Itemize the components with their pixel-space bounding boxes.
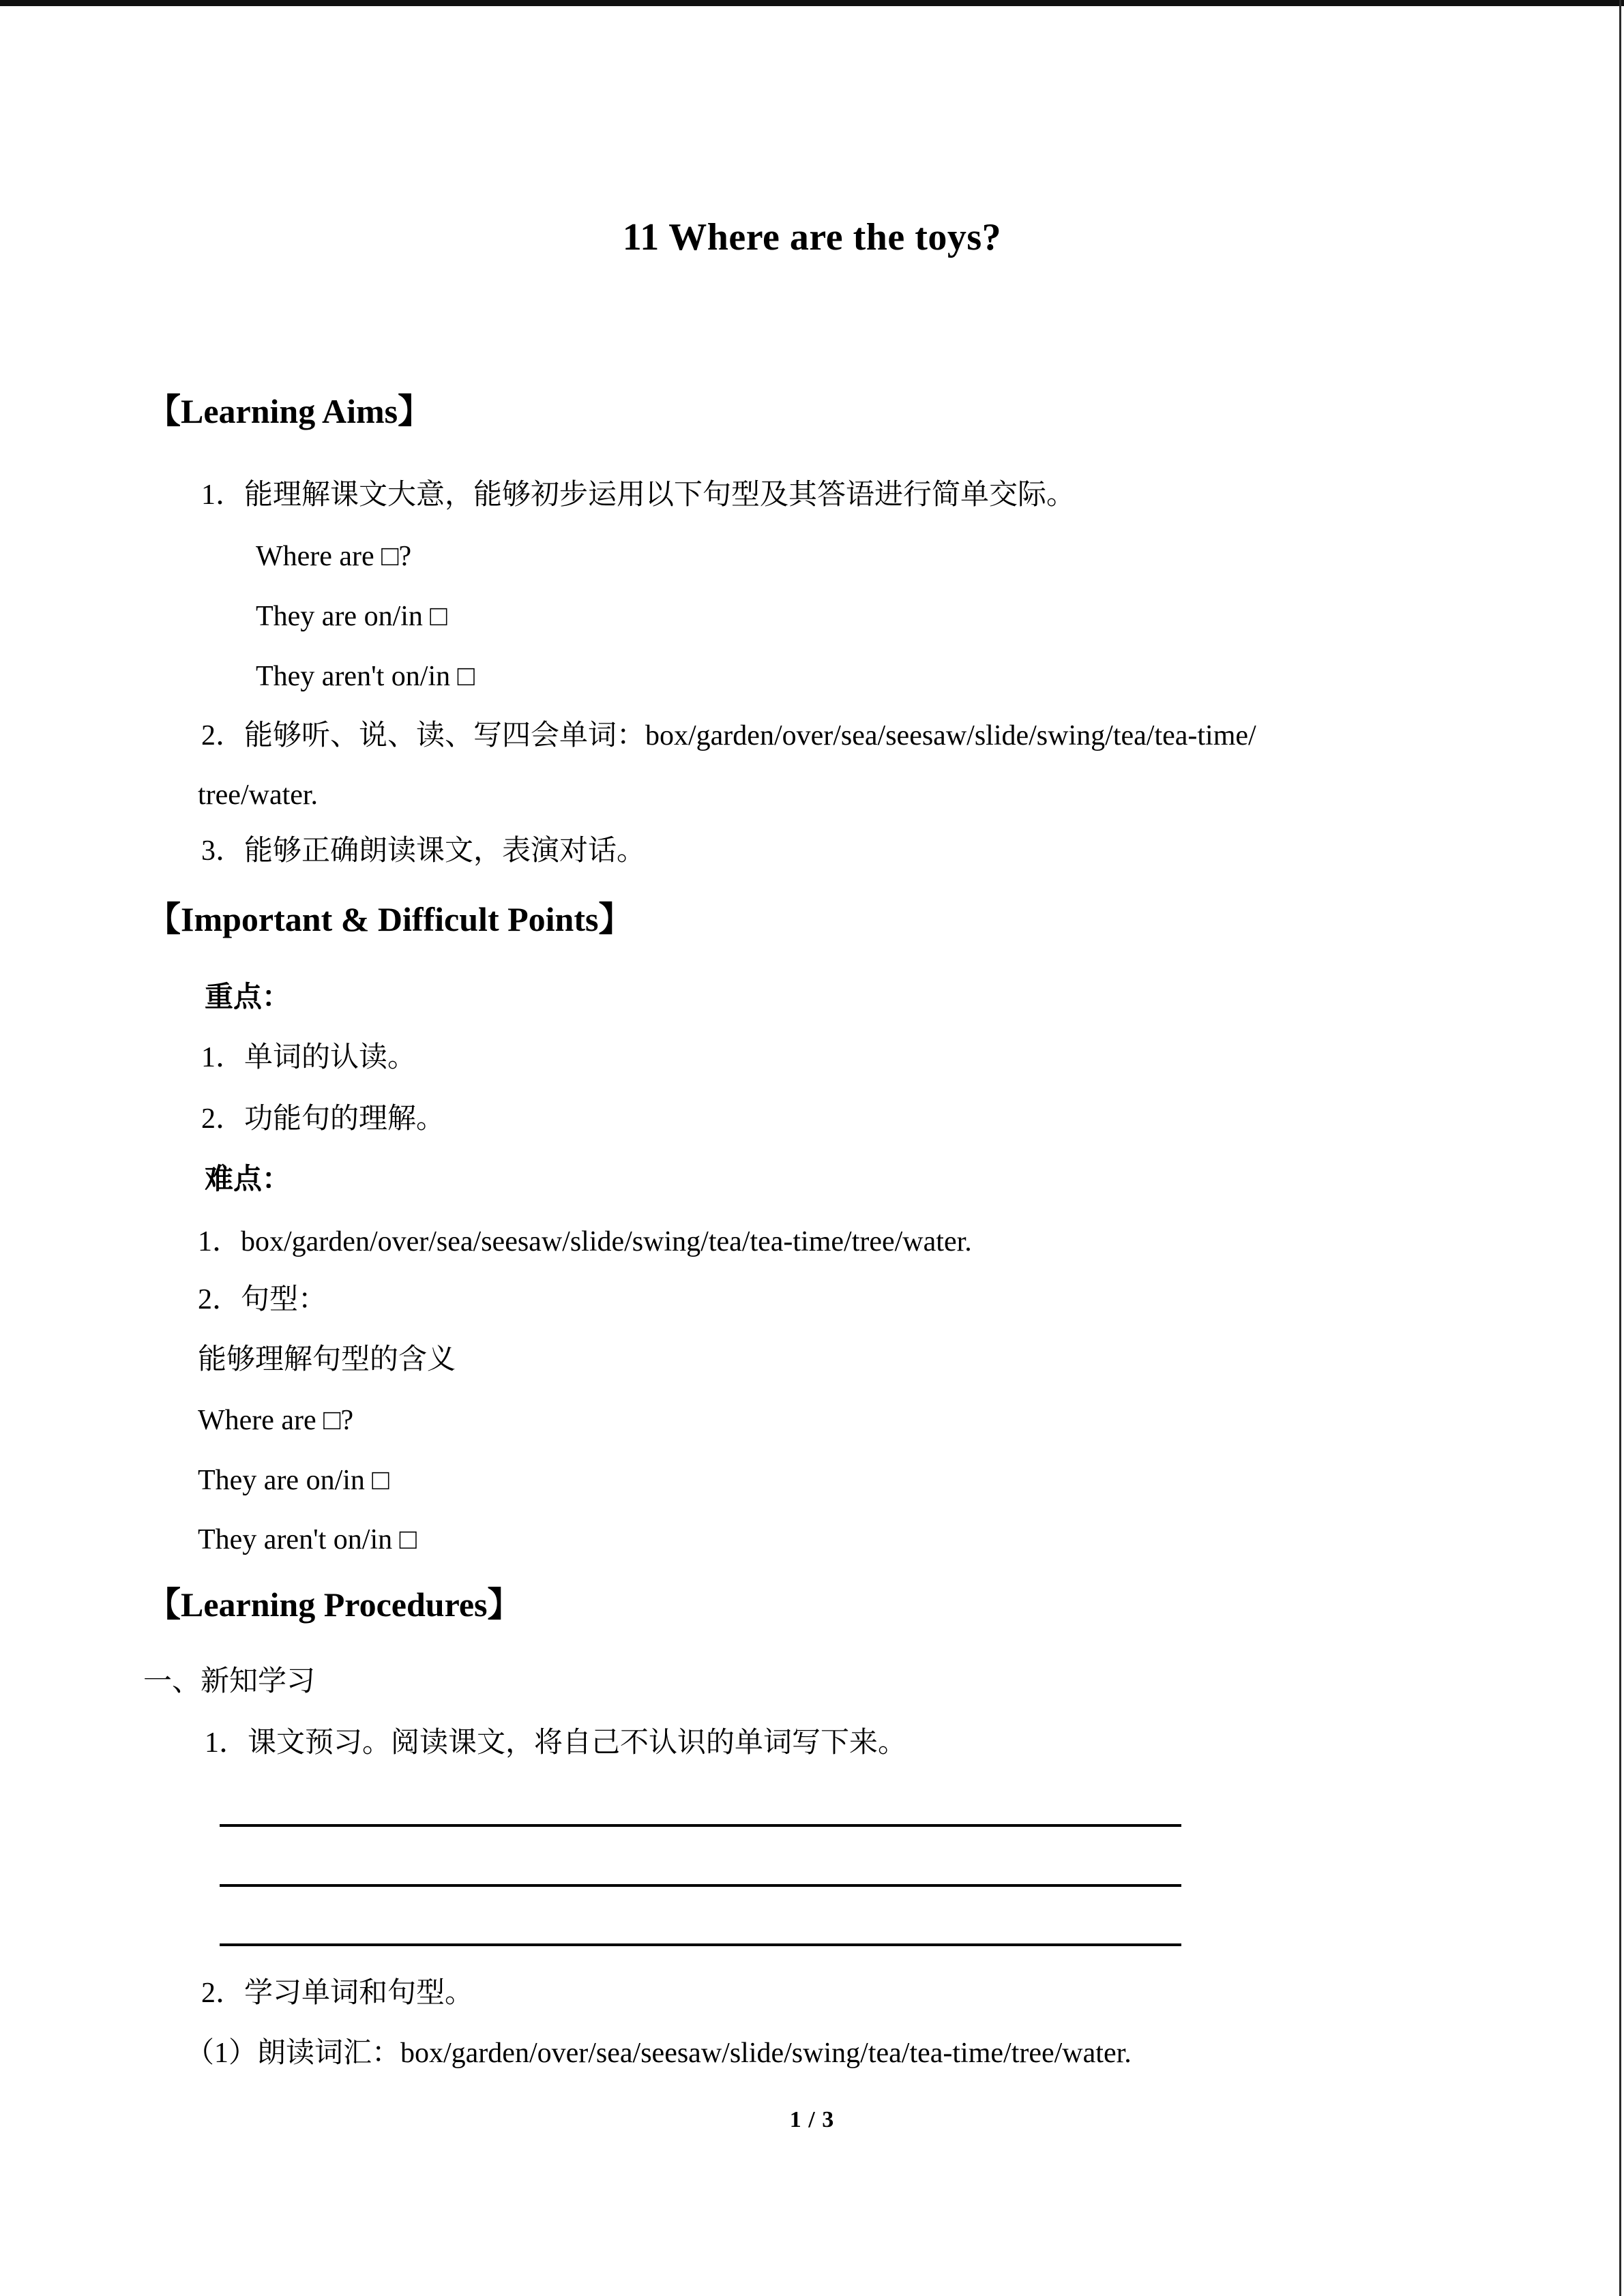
learning-aims-pattern-3: They aren't on/in □ bbox=[256, 661, 475, 692]
key-point-2-row bbox=[0, 1101, 1624, 1137]
learning-procedures-heading-row bbox=[0, 1585, 1624, 1625]
procedures-step-2-sub-1: （1）朗读词汇：box/garden/over/sea/seesaw/slide/swing/tea/tea-time/tree/water. bbox=[186, 2038, 1132, 2069]
key-point-2: 2．功能句的理解。 bbox=[201, 1103, 445, 1135]
learning-aims-item-2: 2．能够听、说、读、写四会单词：box/garden/over/sea/seesaw/slide/swing/tea/tea-time/ bbox=[201, 720, 1256, 751]
learning-aims-item-2-continued-row bbox=[0, 777, 1624, 814]
page-title: 11 Where are the toys? bbox=[622, 216, 1002, 258]
difficult-note-row bbox=[0, 1342, 1624, 1378]
learning-aims-pattern-3-row bbox=[0, 659, 1624, 695]
difficult-pattern-1-row bbox=[0, 1403, 1624, 1439]
difficult-pattern-3: They aren't on/in □ bbox=[198, 1524, 417, 1555]
learning-aims-heading: 【Learning Aims】 bbox=[147, 392, 432, 430]
difficult-points-label: 难点： bbox=[205, 1164, 291, 1195]
key-point-1: 1．单词的认读。 bbox=[201, 1042, 417, 1073]
important-difficult-heading: 【Important & Difficult Points】 bbox=[147, 900, 633, 938]
difficult-pattern-2-row bbox=[0, 1463, 1624, 1499]
procedures-part-1: 一、新知学习 bbox=[143, 1666, 316, 1697]
answer-blank-line-1 bbox=[220, 1824, 1181, 1827]
key-points-label: 重点： bbox=[205, 982, 291, 1013]
procedures-step-2-sub-1-row bbox=[0, 2036, 1624, 2072]
procedures-step-2: 2．学习单词和句型。 bbox=[201, 1978, 474, 2009]
learning-aims-item-3-row bbox=[0, 833, 1624, 869]
important-difficult-heading-row bbox=[0, 900, 1624, 940]
difficult-point-2: 2．句型： bbox=[198, 1284, 327, 1315]
learning-aims-item-2-continued: tree/water. bbox=[198, 779, 319, 811]
procedures-step-1: 1．课文预习。阅读课文，将自己不认识的单词写下来。 bbox=[205, 1727, 907, 1759]
difficult-point-1: 1．box/garden/over/sea/seesaw/slide/swing/tea/tea-time/tree/water. bbox=[198, 1226, 972, 1257]
procedures-step-1-row bbox=[0, 1725, 1624, 1761]
procedures-step-2-row bbox=[0, 1976, 1624, 2012]
learning-aims-pattern-2: They are on/in □ bbox=[256, 601, 447, 632]
scan-top-edge bbox=[0, 0, 1624, 6]
procedures-part-1-row bbox=[0, 1664, 1624, 1700]
scan-right-edge bbox=[1619, 0, 1621, 2296]
learning-aims-pattern-1-row bbox=[0, 539, 1624, 575]
answer-blank-line-2 bbox=[220, 1884, 1181, 1887]
learning-aims-pattern-2-row bbox=[0, 599, 1624, 635]
answer-blank-line-3 bbox=[220, 1943, 1181, 1946]
learning-aims-item-2-row bbox=[0, 718, 1624, 754]
difficult-note: 能够理解句型的含义 bbox=[198, 1344, 456, 1375]
learning-aims-heading-row bbox=[0, 392, 1624, 432]
learning-aims-item-1-row bbox=[0, 477, 1624, 513]
difficult-pattern-2: They are on/in □ bbox=[198, 1465, 389, 1496]
key-points-label-row bbox=[0, 981, 1624, 1015]
page-number-footer: 1 / 3 bbox=[789, 2107, 835, 2132]
difficult-point-1-row bbox=[0, 1224, 1624, 1260]
key-point-1-row bbox=[0, 1040, 1624, 1076]
learning-procedures-heading: 【Learning Procedures】 bbox=[147, 1585, 522, 1624]
learning-aims-pattern-1: Where are □? bbox=[256, 541, 412, 572]
learning-aims-item-3: 3．能够正确朗读课文，表演对话。 bbox=[201, 835, 646, 867]
learning-aims-item-1: 1．能理解课文大意，能够初步运用以下句型及其答语进行简单交际。 bbox=[201, 479, 1076, 511]
difficult-points-label-row bbox=[0, 1163, 1624, 1197]
difficult-pattern-1: Where are □? bbox=[198, 1405, 354, 1436]
difficult-pattern-3-row bbox=[0, 1522, 1624, 1558]
difficult-point-2-row bbox=[0, 1282, 1624, 1318]
